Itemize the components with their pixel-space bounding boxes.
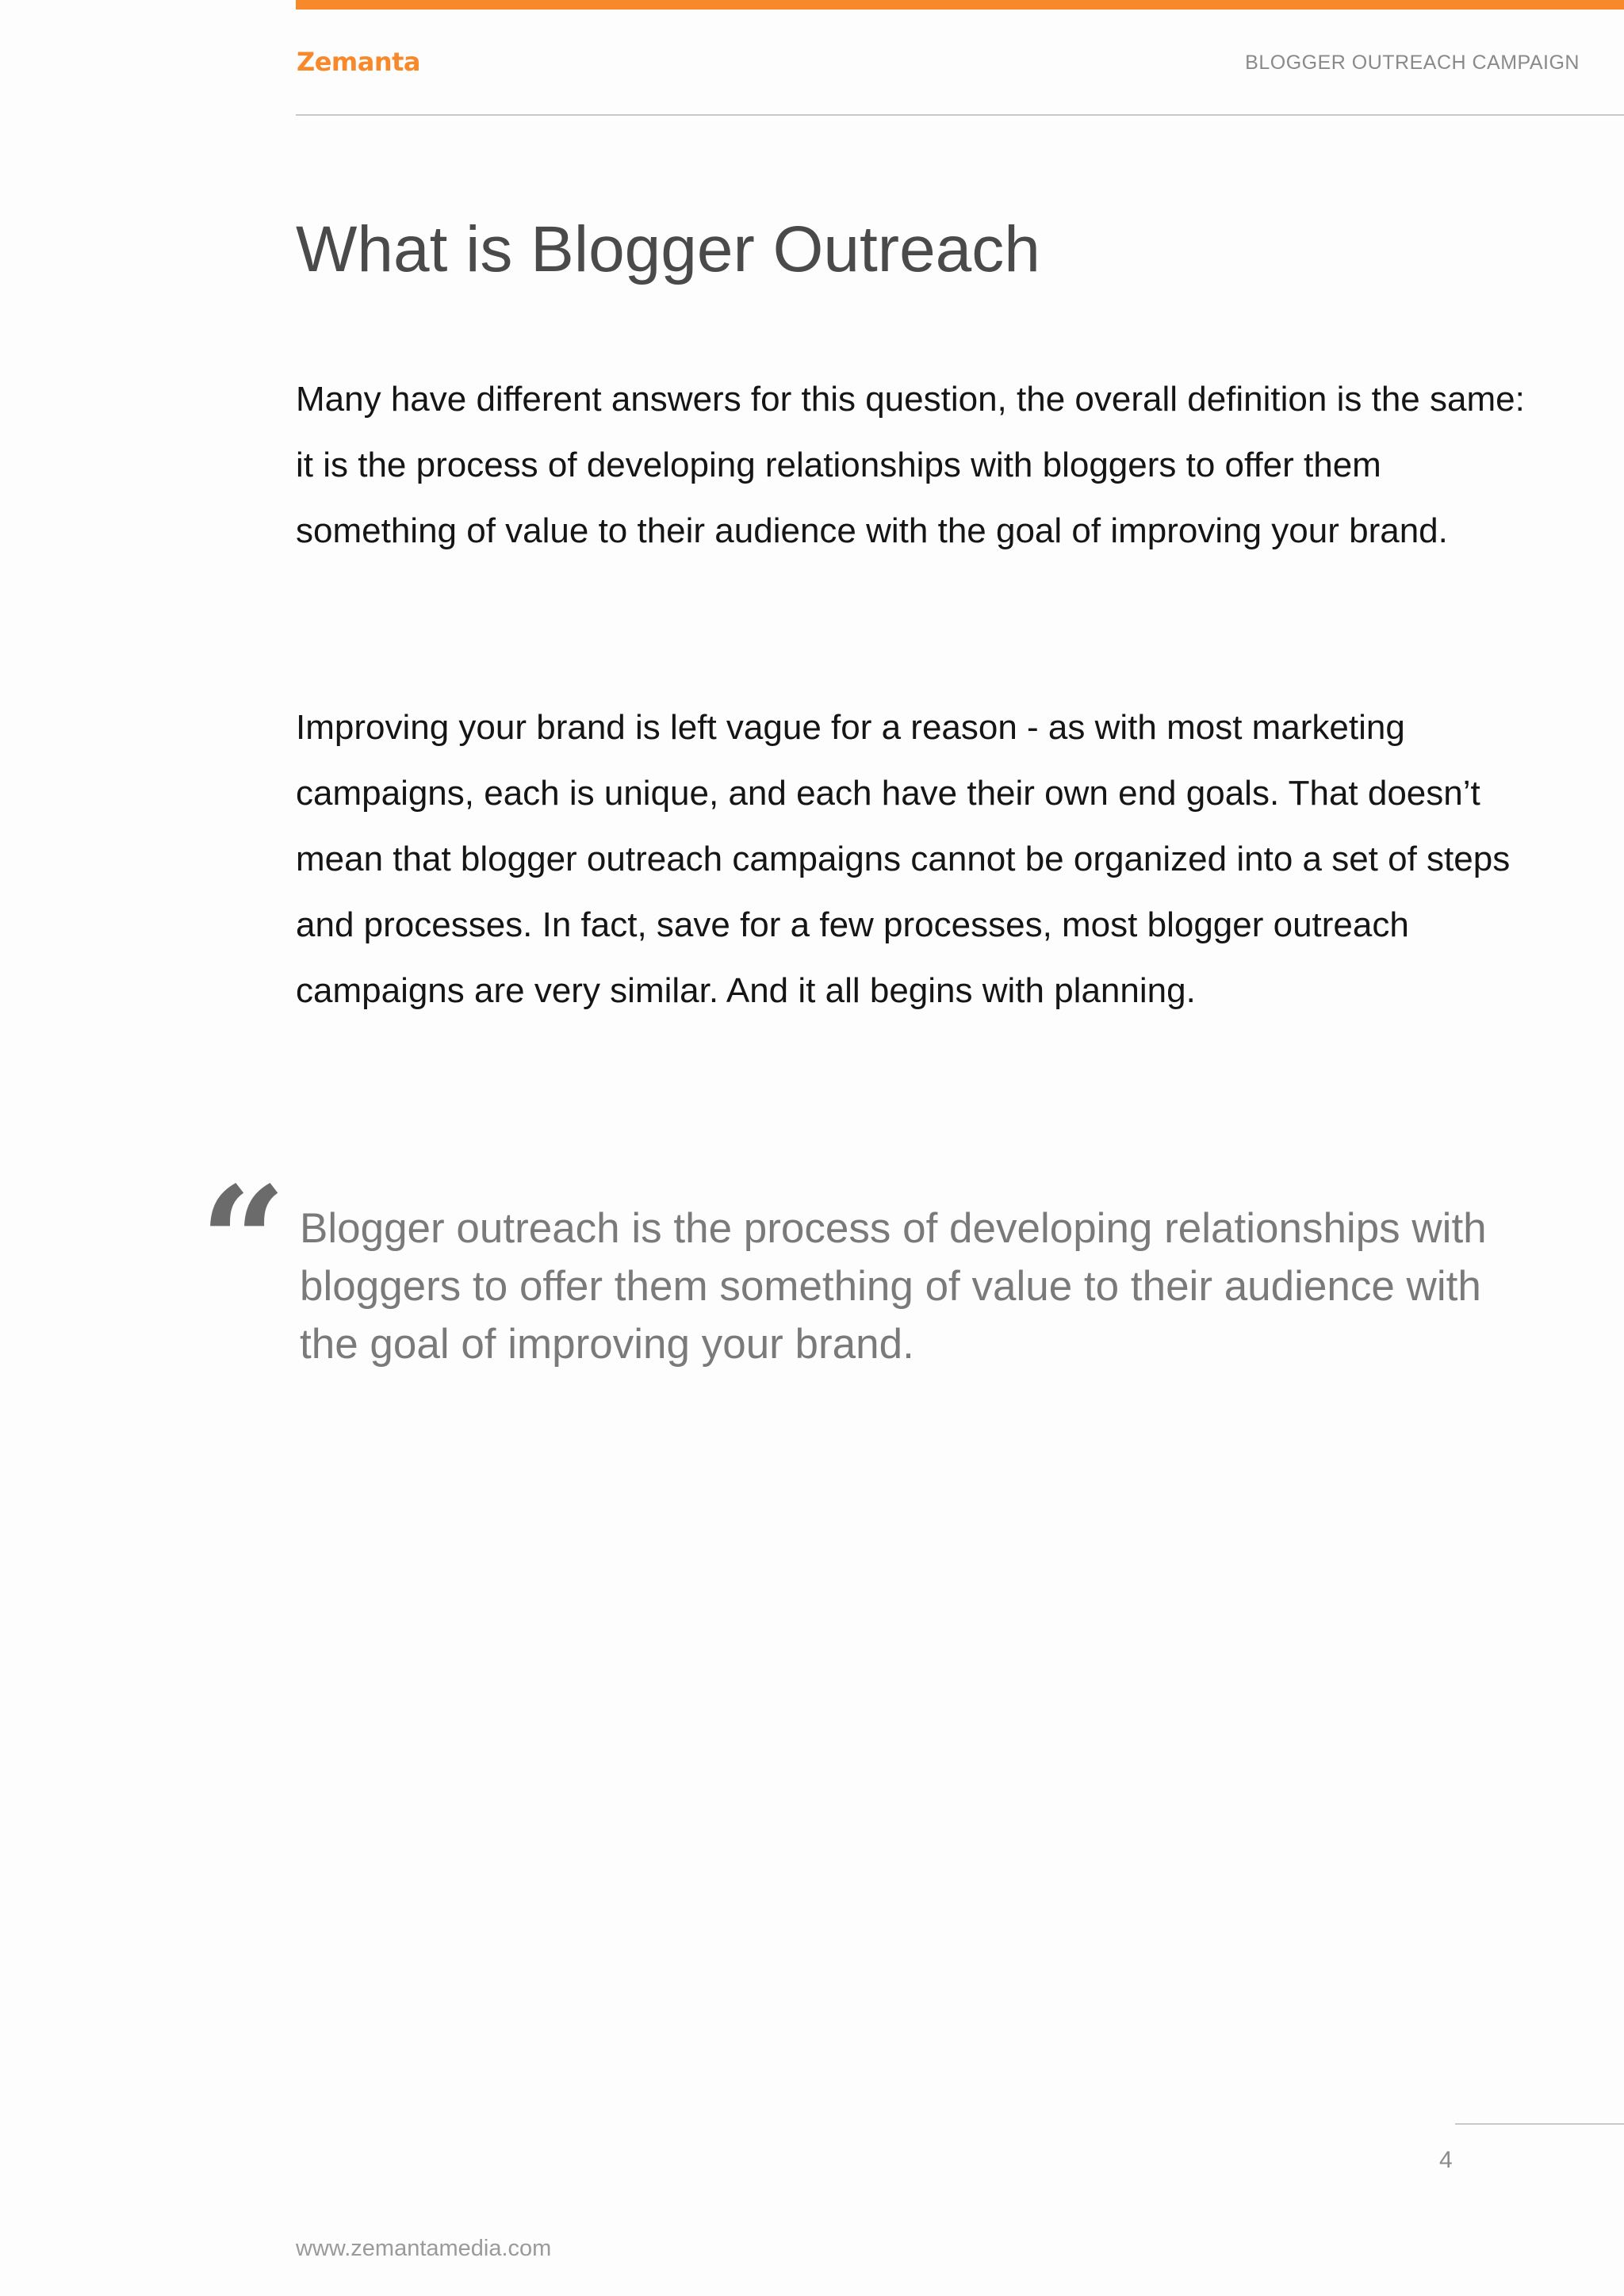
body-paragraph-1: Many have different answers for this question, the overall definition is the same: it is the process of developing relationships with bloggers to offer them something of value to their audience with the goal of improving your brand. bbox=[296, 380, 1525, 550]
header-divider bbox=[296, 114, 1624, 116]
page-title: What is Blogger Outreach bbox=[296, 213, 1040, 285]
brand-logo: Zemanta bbox=[297, 47, 421, 77]
document-title: BLOGGER OUTREACH CAMPAIGN bbox=[1245, 52, 1580, 74]
page-number-divider bbox=[1455, 2123, 1624, 2125]
quote-mark-icon: “ bbox=[200, 1154, 287, 1330]
page-number: 4 bbox=[1439, 2147, 1453, 2173]
footer-url: www.zemantamedia.com bbox=[296, 2236, 552, 2261]
accent-bar bbox=[296, 0, 1624, 10]
pull-quote: Blogger outreach is the process of developing relationships with bloggers to offer them something of value to their audience with the goal of improving your brand. bbox=[300, 1205, 1487, 1368]
body-paragraph-2: Improving your brand is left vague for a reason - as with most marketing campaigns, each is unique, and each have their own end goals. That doesn’t mean that blogger outreach campaigns cannot be organized into a set of steps and processes. In fact, save for a few processes, most blogger outreach campaigns are very similar. And it all begins with planning. bbox=[296, 708, 1511, 1010]
